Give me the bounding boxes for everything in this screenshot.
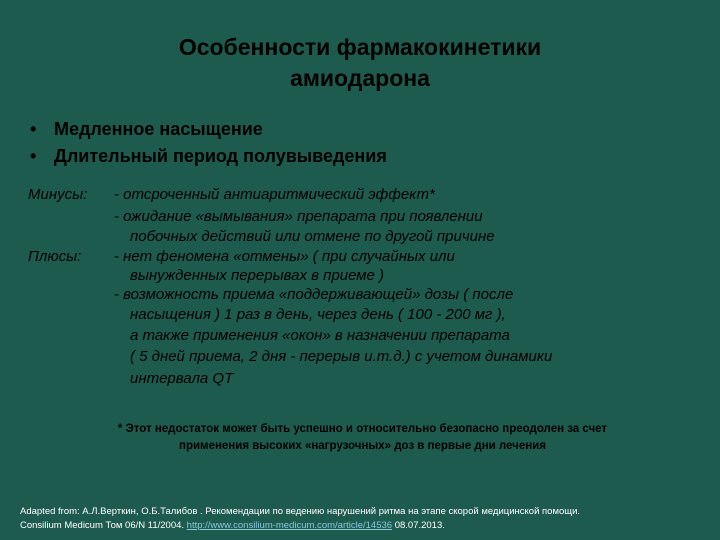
plus-item-2-cont: интервала QT xyxy=(130,370,234,387)
bullet-dot-icon: • xyxy=(30,146,37,166)
bullet-item xyxy=(30,116,387,143)
source-line-1: Adapted from: А.Л.Верткин, О.Б.Талибов . Рекомендации по ведению нарушений ритма на этапе скорой медицинской помощи. xyxy=(20,506,581,517)
source-journal: Consilium Medicum Том 06/N 11/2004. xyxy=(20,520,187,531)
plus-item-2: - возможность приема «поддерживающей» дозы ( после xyxy=(114,286,514,303)
minus-item-2-cont: побочных действий или отмене по другой причине xyxy=(130,228,495,245)
title-line-2: амиодарона xyxy=(290,65,430,91)
bullet-list xyxy=(30,116,387,170)
source-line-2 xyxy=(20,519,710,533)
minus-item-1: - отсроченный антиаритмический эффект* xyxy=(114,186,435,203)
plus-item-2-cont: ( 5 дней приема, 2 дня - перерыв и.т.д.) с учетом динамики xyxy=(130,348,553,365)
plus-label: Плюсы: xyxy=(28,248,82,265)
bullet-dot-icon: • xyxy=(30,119,37,139)
plus-item-1: - нет феномена «отмены» ( при случайных или xyxy=(114,248,455,265)
source-date: 08.07.2013. xyxy=(392,520,445,531)
source-link[interactable]: http://www.consilium-medicum.com/article/14536 xyxy=(186,520,393,531)
minus-label: Минусы: xyxy=(28,186,88,203)
plus-item-1-cont: вынужденных перерывах в приеме ) xyxy=(130,267,385,284)
footnote-line-1: * Этот недостаток может быть успешно и относительно безопасно преодолен за счет xyxy=(117,423,608,435)
bullet-item xyxy=(30,143,387,170)
plus-item-2-cont: а также применения «окон» в назначении препарата xyxy=(130,327,510,344)
slide-title xyxy=(100,32,620,94)
source-citation xyxy=(20,505,710,533)
footnote-line-2: применения высоких «нагрузочных» доз в первые дни лечения xyxy=(179,440,546,452)
title-line-1: Особенности фармакокинетики xyxy=(178,34,542,60)
bullet-text: Медленное насыщение xyxy=(54,119,263,139)
plus-item-2-cont: насыщения ) 1 раз в день, через день ( 100 - 200 мг ), xyxy=(130,306,506,323)
footnote xyxy=(40,421,685,455)
minus-item-2: - ожидание «вымывания» препарата при появлении xyxy=(114,208,483,225)
bullet-text: Длительный период полувыведения xyxy=(54,146,387,166)
